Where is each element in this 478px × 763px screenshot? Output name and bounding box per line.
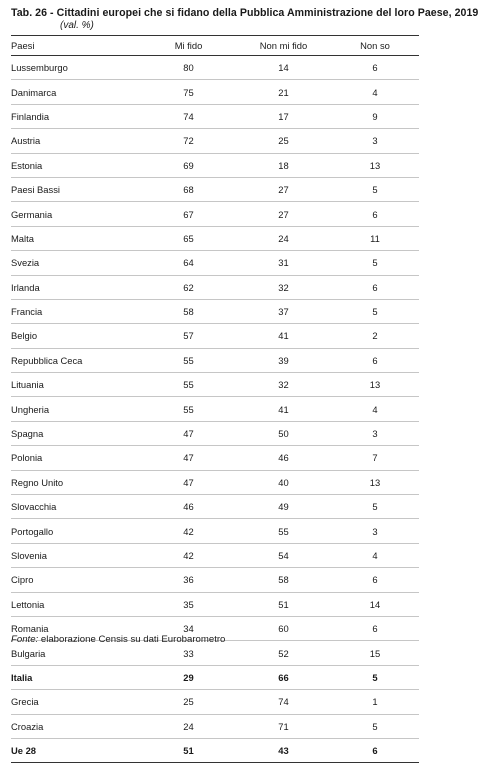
trust-cell: 57 <box>141 324 236 348</box>
distrust-cell: 18 <box>236 153 331 177</box>
country-cell: Ungheria <box>11 397 141 421</box>
trust-cell: 24 <box>141 714 236 738</box>
distrust-cell: 55 <box>236 519 331 543</box>
distrust-cell: 41 <box>236 397 331 421</box>
dont-know-cell: 3 <box>331 421 419 445</box>
country-cell: Slovacchia <box>11 495 141 519</box>
distrust-cell: 37 <box>236 299 331 323</box>
trust-cell: 33 <box>141 641 236 665</box>
trust-cell: 42 <box>141 543 236 567</box>
country-cell: Belgio <box>11 324 141 348</box>
table-row <box>11 397 419 421</box>
table-row <box>11 153 419 177</box>
table-row <box>11 324 419 348</box>
dont-know-cell: 6 <box>331 202 419 226</box>
trust-table <box>11 36 419 763</box>
distrust-cell: 32 <box>236 373 331 397</box>
country-cell: Cipro <box>11 568 141 592</box>
trust-cell: 55 <box>141 348 236 372</box>
table-row <box>11 373 419 397</box>
distrust-cell: 32 <box>236 275 331 299</box>
column-header-trust: Mi fido <box>141 36 236 56</box>
dont-know-cell: 4 <box>331 80 419 104</box>
dont-know-cell: 6 <box>331 56 419 80</box>
table-row <box>11 446 419 470</box>
dont-know-cell: 13 <box>331 373 419 397</box>
country-cell: Finlandia <box>11 104 141 128</box>
table-row <box>11 56 419 80</box>
country-cell: Austria <box>11 129 141 153</box>
trust-cell: 51 <box>141 738 236 762</box>
trust-cell: 47 <box>141 421 236 445</box>
country-cell: Bulgaria <box>11 641 141 665</box>
country-cell: Slovenia <box>11 543 141 567</box>
distrust-cell: 24 <box>236 226 331 250</box>
country-cell: Italia <box>11 665 141 689</box>
country-cell: Polonia <box>11 446 141 470</box>
distrust-cell: 27 <box>236 177 331 201</box>
table-row <box>11 177 419 201</box>
dont-know-cell: 6 <box>331 275 419 299</box>
dont-know-cell: 11 <box>331 226 419 250</box>
table-row <box>11 275 419 299</box>
dont-know-cell: 3 <box>331 129 419 153</box>
trust-cell: 34 <box>141 616 236 640</box>
distrust-cell: 66 <box>236 665 331 689</box>
dont-know-cell: 6 <box>331 738 419 762</box>
dont-know-cell: 5 <box>331 495 419 519</box>
distrust-cell: 31 <box>236 251 331 275</box>
country-cell: Regno Unito <box>11 470 141 494</box>
country-cell: Malta <box>11 226 141 250</box>
distrust-cell: 50 <box>236 421 331 445</box>
table-row <box>11 202 419 226</box>
distrust-cell: 43 <box>236 738 331 762</box>
table-row <box>11 251 419 275</box>
country-cell: Romania <box>11 616 141 640</box>
source-label: Fonte: <box>11 634 39 645</box>
table-body <box>11 56 419 763</box>
country-cell: Germania <box>11 202 141 226</box>
table-row <box>11 568 419 592</box>
table-subtitle: (val. %) <box>60 20 94 31</box>
country-cell: Lussemburgo <box>11 56 141 80</box>
country-cell: Danimarca <box>11 80 141 104</box>
column-header-distrust: Non mi fido <box>236 36 331 56</box>
column-header-dont-know: Non so <box>331 36 419 56</box>
dont-know-cell: 15 <box>331 641 419 665</box>
distrust-cell: 25 <box>236 129 331 153</box>
distrust-cell: 40 <box>236 470 331 494</box>
distrust-cell: 27 <box>236 202 331 226</box>
table-row <box>11 543 419 567</box>
country-cell: Svezia <box>11 251 141 275</box>
distrust-cell: 39 <box>236 348 331 372</box>
table-row <box>11 592 419 616</box>
column-header-country: Paesi <box>11 36 141 56</box>
country-cell: Lettonia <box>11 592 141 616</box>
table-title: Tab. 26 - Cittadini europei che si fidano della Pubblica Amministrazione del loro Paese, 2019 <box>11 7 478 19</box>
country-cell: Paesi Bassi <box>11 177 141 201</box>
trust-cell: 74 <box>141 104 236 128</box>
source-text: elaborazione Censis su dati Eurobarometro <box>38 634 226 645</box>
distrust-cell: 74 <box>236 690 331 714</box>
trust-cell: 47 <box>141 470 236 494</box>
trust-cell: 46 <box>141 495 236 519</box>
table-row <box>11 495 419 519</box>
distrust-cell: 71 <box>236 714 331 738</box>
dont-know-cell: 13 <box>331 153 419 177</box>
dont-know-cell: 14 <box>331 592 419 616</box>
dont-know-cell: 1 <box>331 690 419 714</box>
dont-know-cell: 5 <box>331 251 419 275</box>
country-cell: Ue 28 <box>11 738 141 762</box>
country-cell: Grecia <box>11 690 141 714</box>
country-cell: Estonia <box>11 153 141 177</box>
distrust-cell: 14 <box>236 56 331 80</box>
table-row <box>11 348 419 372</box>
country-cell: Portogallo <box>11 519 141 543</box>
dont-know-cell: 6 <box>331 348 419 372</box>
table-row <box>11 519 419 543</box>
trust-cell: 75 <box>141 80 236 104</box>
distrust-cell: 58 <box>236 568 331 592</box>
table-row <box>11 714 419 738</box>
trust-cell: 36 <box>141 568 236 592</box>
distrust-cell: 60 <box>236 616 331 640</box>
dont-know-cell: 6 <box>331 568 419 592</box>
trust-cell: 80 <box>141 56 236 80</box>
country-cell: Irlanda <box>11 275 141 299</box>
trust-cell: 29 <box>141 665 236 689</box>
trust-cell: 65 <box>141 226 236 250</box>
distrust-cell: 46 <box>236 446 331 470</box>
dont-know-cell: 5 <box>331 714 419 738</box>
trust-cell: 72 <box>141 129 236 153</box>
country-cell: Croazia <box>11 714 141 738</box>
dont-know-cell: 9 <box>331 104 419 128</box>
table-row <box>11 665 419 689</box>
table-row <box>11 129 419 153</box>
table-row <box>11 470 419 494</box>
country-cell: Francia <box>11 299 141 323</box>
distrust-cell: 17 <box>236 104 331 128</box>
trust-cell: 58 <box>141 299 236 323</box>
trust-cell: 69 <box>141 153 236 177</box>
distrust-cell: 54 <box>236 543 331 567</box>
dont-know-cell: 4 <box>331 397 419 421</box>
trust-cell: 25 <box>141 690 236 714</box>
table-row <box>11 299 419 323</box>
table-row <box>11 738 419 762</box>
distrust-cell: 51 <box>236 592 331 616</box>
table-row <box>11 690 419 714</box>
table-row <box>11 80 419 104</box>
header-row <box>11 36 419 56</box>
distrust-cell: 41 <box>236 324 331 348</box>
table-header <box>11 36 419 56</box>
trust-cell: 64 <box>141 251 236 275</box>
trust-cell: 47 <box>141 446 236 470</box>
dont-know-cell: 2 <box>331 324 419 348</box>
trust-cell: 55 <box>141 373 236 397</box>
dont-know-cell: 5 <box>331 177 419 201</box>
dont-know-cell: 7 <box>331 446 419 470</box>
table-row <box>11 104 419 128</box>
country-cell: Repubblica Ceca <box>11 348 141 372</box>
dont-know-cell: 5 <box>331 665 419 689</box>
dont-know-cell: 5 <box>331 299 419 323</box>
country-cell: Lituania <box>11 373 141 397</box>
trust-cell: 62 <box>141 275 236 299</box>
dont-know-cell: 4 <box>331 543 419 567</box>
dont-know-cell: 13 <box>331 470 419 494</box>
distrust-cell: 21 <box>236 80 331 104</box>
table-row <box>11 421 419 445</box>
trust-cell: 55 <box>141 397 236 421</box>
country-cell: Spagna <box>11 421 141 445</box>
trust-cell: 42 <box>141 519 236 543</box>
distrust-cell: 49 <box>236 495 331 519</box>
distrust-cell: 52 <box>236 641 331 665</box>
table-row <box>11 226 419 250</box>
dont-know-cell: 3 <box>331 519 419 543</box>
trust-cell: 67 <box>141 202 236 226</box>
dont-know-cell: 6 <box>331 616 419 640</box>
source-note <box>11 634 225 645</box>
trust-cell: 35 <box>141 592 236 616</box>
trust-cell: 68 <box>141 177 236 201</box>
